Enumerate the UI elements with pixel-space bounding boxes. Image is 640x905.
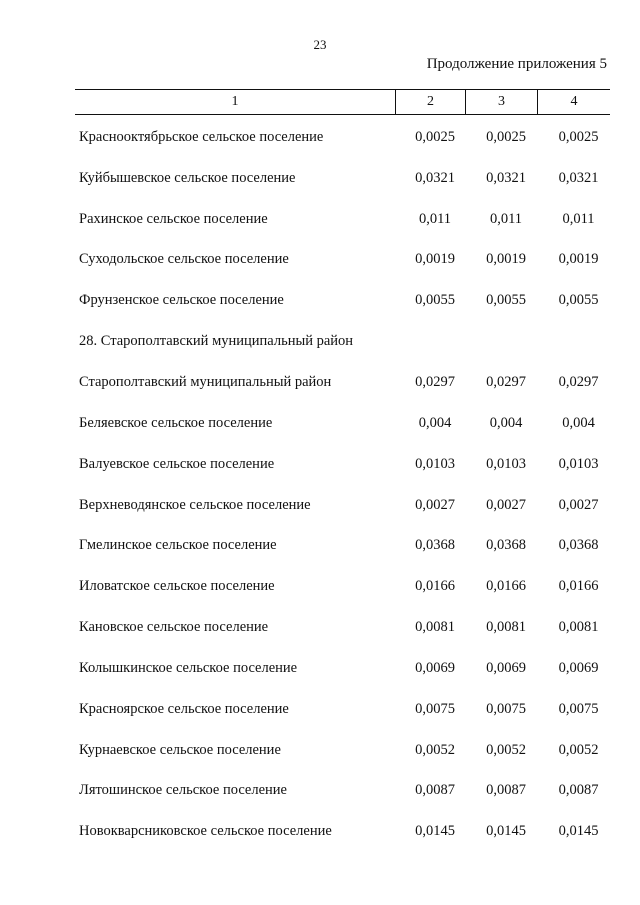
row-name: Кановское сельское поселение [79,619,269,636]
row-value-col-2: 0,0019 [415,251,455,268]
row-value-col-3: 0,0081 [486,619,526,636]
row-value-col-2: 0,0145 [415,823,455,840]
row-name: Колышкинское сельское поселение [79,659,298,676]
table-row [75,485,620,526]
table-row [75,811,620,852]
table-row [75,525,620,566]
row-value-col-3: 0,0087 [486,782,526,799]
row-value-col-4: 0,0087 [558,782,599,799]
row-name: Новокварсниковское сельское поселение [79,823,332,840]
row-value-col-2: 0,011 [418,210,452,227]
row-value-col-2: 0,0075 [415,700,455,717]
row-name: Красноярское сельское поселение [79,700,289,717]
header-col-2: 2 [395,90,465,114]
table-row [75,689,620,730]
row-name: Гмелинское сельское поселение [79,537,277,554]
row-name: Краснооктябрьское сельское поселение [79,128,324,145]
row-value-col-3: 0,0052 [486,741,526,758]
row-value-col-2: 0,0321 [415,169,455,186]
row-name: Старополтавский муниципальный район [79,373,332,390]
table-header [75,89,610,115]
table-row [75,771,620,812]
row-value-col-4: 0,0052 [558,741,599,758]
row-value-col-2: 0,0027 [415,496,455,513]
row-name: Рахинское сельское поселение [79,210,268,227]
table-row [75,403,620,444]
row-value-col-4: 0,0297 [558,373,599,390]
row-name: Лятошинское сельское поселение [79,782,287,799]
row-name: Валуевское сельское поселение [79,455,275,472]
header-col-4: 4 [537,90,610,114]
row-name: Куйбышевское сельское поселение [79,169,296,186]
row-value-col-3: 0,0069 [486,659,526,676]
row-name: Курнаевское сельское поселение [79,741,281,758]
row-name: Фрунзенское сельское поселение [79,292,284,309]
row-value-col-4: 0,0103 [558,455,599,472]
header-col-1: 1 [231,94,239,109]
row-name: Беляевское сельское поселение [79,414,273,431]
row-value-col-4: 0,011 [562,210,595,227]
row-value-col-2: 0,0025 [415,128,455,145]
row-value-col-3: 0,0025 [486,128,526,145]
row-name: 28. Старополтавский муниципальный район [79,333,354,350]
row-value-col-4: 0,0069 [558,659,599,676]
row-value-col-3: 0,0075 [486,700,526,717]
table-row [75,240,620,281]
row-value-col-2: 0,0297 [415,373,455,390]
row-value-col-4: 0,0019 [558,251,599,268]
continuation-label: Продолжение приложения 5 [426,56,607,72]
row-value-col-2: 0,0055 [415,292,455,309]
row-value-col-4: 0,0321 [558,169,599,186]
table-row [75,321,620,362]
table-row [75,566,620,607]
row-value-col-4: 0,0145 [558,823,599,840]
row-value-col-4: 0,004 [562,414,595,431]
row-value-col-3: 0,0019 [486,251,526,268]
row-value-col-4: 0,0075 [558,700,599,717]
row-value-col-3: 0,0166 [486,578,526,595]
row-value-col-2: 0,0081 [415,619,455,636]
row-value-col-2: 0,0103 [415,455,455,472]
row-value-col-4: 0,0027 [558,496,599,513]
table-row [75,362,620,403]
row-value-col-3: 0,0368 [486,537,526,554]
table-row [75,280,620,321]
table-row [75,607,620,648]
table-row [75,730,620,771]
row-value-col-2: 0,0069 [415,659,455,676]
row-value-col-2: 0,0166 [415,578,455,595]
row-value-col-4: 0,0166 [558,578,599,595]
row-value-col-3: 0,004 [489,414,523,431]
row-value-col-2: 0,0087 [415,782,455,799]
row-name: Иловатское сельское поселение [79,578,275,595]
page-number: 23 [313,37,327,52]
row-value-col-3: 0,0027 [486,496,526,513]
row-value-col-3: 0,0145 [486,823,526,840]
row-value-col-4: 0,0081 [558,619,599,636]
row-value-col-3: 0,0321 [486,169,526,186]
table-row [75,158,620,199]
row-value-col-3: 0,011 [489,210,523,227]
header-col-3: 3 [465,90,537,114]
row-value-col-3: 0,0055 [486,292,526,309]
row-name: Верхневодянское сельское поселение [79,496,311,513]
table-row [75,117,620,158]
row-value-col-3: 0,0103 [486,455,526,472]
row-name: Суходольское сельское поселение [79,251,289,268]
row-value-col-2: 0,0368 [415,537,455,554]
row-value-col-4: 0,0055 [558,292,599,309]
row-value-col-4: 0,0025 [558,128,599,145]
row-value-col-2: 0,004 [418,414,452,431]
row-value-col-4: 0,0368 [558,537,599,554]
row-value-col-2: 0,0052 [415,741,455,758]
table-body [75,117,620,852]
table-row [75,444,620,485]
row-value-col-3: 0,0297 [486,373,526,390]
table-row [75,648,620,689]
table-row [75,199,620,240]
